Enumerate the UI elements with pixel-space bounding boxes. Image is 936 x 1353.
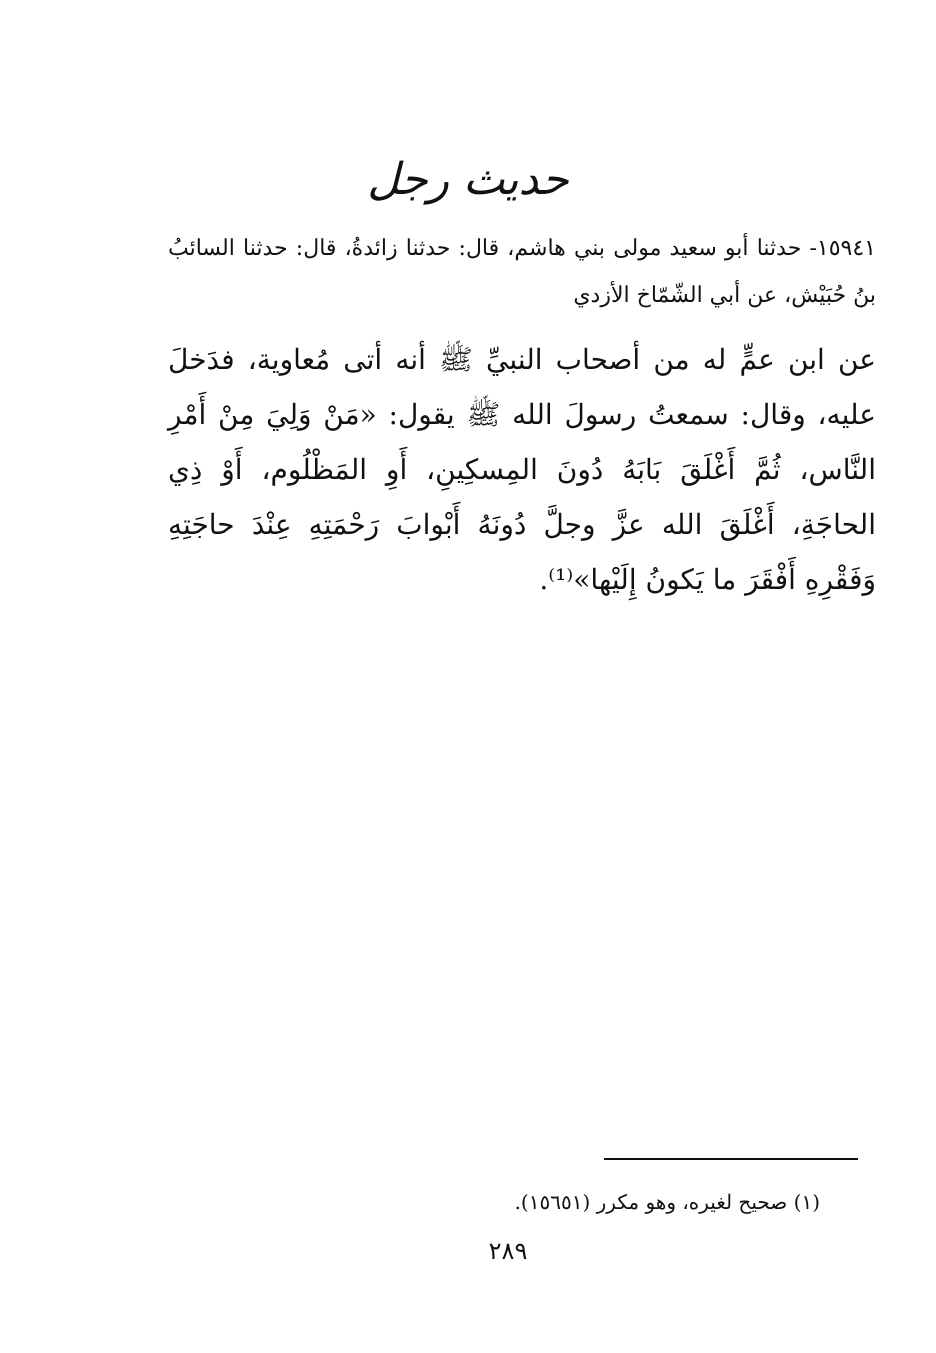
isnad-text: ١٥٩٤١- حدثنا أبو سعيد مولى بني هاشم، قال: حدثنا زائدةُ، قال: حدثنا السائبُ بنُ حُبَيْش، عن أبي الشّمّاخ الأزدي bbox=[168, 236, 876, 308]
matn-text: عن ابن عمٍّ له من أصحاب النبيِّ ﷺ أنه أتى مُعاوية، فدَخلَ عليه، وقال: سمعتُ رسولَ الله ﷺ يقول: «مَنْ وَلِيَ مِنْ أَمْرِ النَّاس، ثُمَّ أَغْلَقَ بَابَهُ دُونَ المِسكِينِ، أَوِ المَظْلُوم، أَوْ ذِي الحاجَةِ، أَغْلَقَ الله عزَّ وجلَّ دُونَهُ أَبْوابَ رَحْمَتِهِ عِنْدَ حاجَتِهِ وَفَقْرِهِ أَفْقَرَ ما يَكونُ إِلَيْها»⁽¹⁾. bbox=[168, 343, 876, 596]
footnote-divider bbox=[604, 1158, 858, 1160]
hadith-isnad bbox=[168, 225, 876, 319]
chapter-title: حديث رجل bbox=[367, 154, 569, 205]
footnote: (١) صحيح لغيره، وهو مكرر (١٥٦٥١). bbox=[514, 1190, 820, 1214]
page-number: ٢٨٩ bbox=[488, 1237, 528, 1265]
hadith-matn bbox=[168, 332, 876, 607]
